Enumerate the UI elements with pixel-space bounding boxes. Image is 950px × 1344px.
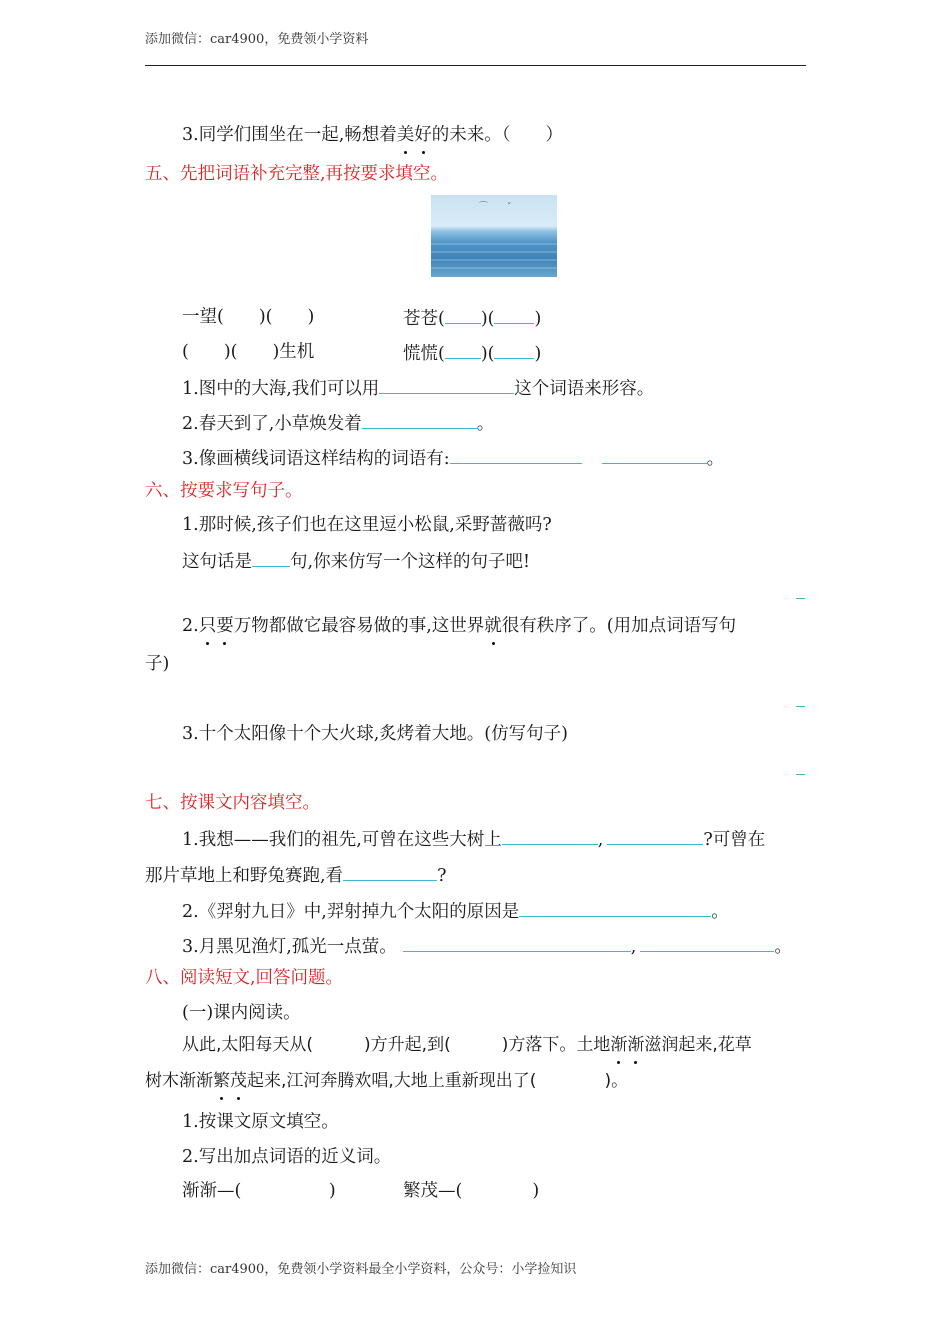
sec5-q2: 2.春天到了,小草焕发着 。 [182,410,494,436]
sea-image [431,195,557,277]
emphasis-dot-char: 好 [414,125,432,145]
sec8-answer-1[interactable]: 渐渐—( ) [182,1181,336,1201]
emphasis-dot-char: 美 [396,125,415,145]
word-fill-3: ( )( )生机 [182,342,315,362]
bird-icon: ⌒ [479,202,489,212]
emphasis-dot-char: 只 [198,616,217,636]
sec6-q2-cont: 子) [145,654,170,674]
sec8-q1: 1.按课文原文填空。 [182,1112,339,1132]
sec7-q1: 1.我想——我们的祖先,可曾在这些大树上 , ?可曾在 [182,826,765,852]
answer-blank[interactable] [445,305,481,324]
emphasis-dot-char: 要 [216,616,234,636]
answer-blank[interactable] [502,826,598,845]
answer-blank[interactable] [450,445,582,464]
sec6-q1-task: 这句话是 句,你来仿写一个这样的句子吧! [182,548,530,574]
answer-blank[interactable] [519,898,711,917]
sec7-q2: 2.《羿射九日》中,羿射掉九个太阳的原因是 。 [182,898,729,924]
answer-blank[interactable] [602,445,707,464]
q4-item3: 3.同学们围坐在一起,畅想着美好的未来。（ ） [182,125,564,145]
header-divider [145,65,806,66]
emphasis-dot-char: 渐 [610,1035,628,1055]
sec6-q3: 3.十个太阳像十个大火球,炙烤着大地。(仿写句子) [182,724,568,744]
bird-icon: ˇ [507,203,512,213]
emphasis-dot-char: 渐 [627,1035,645,1055]
footer-text: 添加微信：car4900，免费领小学资料最全小学资料，公众号：小学捡知识 [145,1262,577,1277]
answer-blank[interactable] [607,826,703,845]
section-8-title: 八、阅读短文,回答问题。 [145,968,344,988]
sec8-subtitle: (一)课内阅读。 [182,1003,301,1023]
emphasis-dot-char: 茂 [230,1071,247,1091]
section-5-title: 五、先把词语补充完整,再按要求填空。 [145,164,449,184]
answer-blank[interactable] [252,548,290,567]
emphasis-dot-char: 就 [484,616,502,636]
sec6-q1: 1.那时候,孩子们也在这里逗小松鼠,采野蔷薇吗? [182,515,552,535]
answer-blank[interactable] [343,862,437,881]
answer-blank[interactable] [494,305,534,324]
answer-line-end[interactable] [796,598,805,599]
sec7-q1-cont: 那片草地上和野兔赛跑,看 ? [145,862,446,888]
emphasis-dot-char: 繁 [213,1071,230,1091]
header-text: 添加微信：car4900，免费领小学资料 [145,32,369,47]
passage-line-1: 从此,太阳每天从( )方升起,到( )方落下。土地渐渐滋润起来,花草 [182,1035,752,1055]
answer-blank[interactable] [494,340,534,359]
sec8-answer-2[interactable]: 繁茂—( ) [403,1181,540,1201]
section-6-title: 六、按要求写句子。 [145,481,303,501]
word-fill-1: 一望( )( ) [182,307,315,327]
section-7-title: 七、按课文内容填空。 [145,793,320,813]
answer-blank[interactable] [445,340,481,359]
answer-line-end[interactable] [796,706,805,707]
sec6-q2: 2.只要万物都做它最容易做的事,这世界就很有秩序了。(用加点词语写句 [182,616,737,636]
answer-line-end[interactable] [796,774,805,775]
answer-blank[interactable] [379,375,514,394]
passage-line-2: 树木渐渐繁茂起来,江河奔腾欢唱,大地上重新现出了( )。 [145,1071,629,1091]
answer-blank[interactable] [640,933,774,952]
word-fill-2: 苍苍( )( ) [403,305,541,331]
sec5-q3: 3.像画横线词语这样结构的词语有: 。 [182,445,724,471]
sec5-q1: 1.图中的大海,我们可以用 这个词语来形容。 [182,375,654,401]
answer-blank[interactable] [362,410,477,429]
word-fill-4: 慌慌( )( ) [403,340,541,366]
sec7-q3: 3.月黑见渔灯,孤光一点萤。 , 。 [182,933,792,959]
answer-blank[interactable] [403,933,631,952]
sec8-q2: 2.写出加点词语的近义词。 [182,1147,392,1167]
